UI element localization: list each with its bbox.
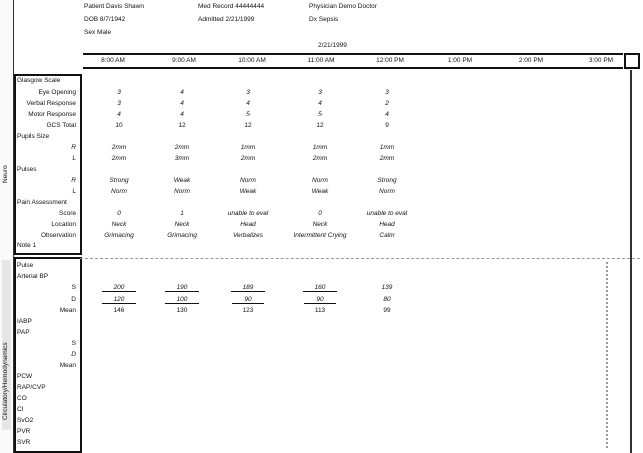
pain-location-value: Head	[240, 221, 256, 228]
pupil-l-value: 3mm	[174, 155, 190, 162]
pulse-l-label: L	[72, 188, 76, 195]
ci-label: CI	[17, 406, 24, 413]
pain-observation-value: Grimacing	[167, 232, 197, 239]
physician: Physician Demo Doctor	[309, 3, 377, 10]
abp-mean-value: 113	[314, 307, 326, 314]
abp-s-value: 200	[87, 284, 151, 292]
pupil-r-value: 1mm	[312, 144, 328, 151]
pain-observation-value: Grimacing	[104, 232, 134, 239]
abp-s-value: 139	[381, 284, 393, 291]
section-separator	[80, 258, 640, 259]
pain-location-value: Neck	[174, 221, 190, 228]
svo2-label: SvO2	[17, 417, 34, 424]
pupil-r-value: 1mm	[379, 144, 395, 151]
pain-location-value: Neck	[111, 221, 127, 228]
time-column-label: 1:00 PM	[447, 57, 473, 64]
pulse-l-value: Norm	[111, 188, 127, 195]
patient-sex: Sex Male	[84, 29, 112, 36]
motor-response-value: 5	[246, 111, 250, 118]
iabp-label: IABP	[17, 318, 32, 325]
pupil-l-value: 2mm	[379, 155, 395, 162]
admitted-date: Admitted 2/21/1999	[198, 16, 255, 23]
pap-label: PAP	[17, 329, 30, 336]
note-label: Note 1	[17, 242, 37, 249]
pupil-r-label: R	[71, 144, 76, 151]
abp-mean-label: Mean	[59, 307, 76, 314]
pain-score-value: 0	[117, 210, 121, 217]
abp-s-label: S	[71, 284, 76, 291]
gcs-total-value: 12	[316, 122, 324, 129]
pulse-r-value: Norm	[240, 177, 256, 184]
eye-opening-value: 3	[117, 89, 121, 96]
eye-opening-value: 3	[385, 89, 389, 96]
pupil-r-value: 2mm	[111, 144, 127, 151]
verbal-response-value: 3	[117, 100, 121, 107]
verbal-response-label: Verbal Response	[26, 100, 76, 107]
pvr-label: PVR	[17, 428, 31, 435]
neuro-section-label	[2, 153, 11, 193]
pain-location-value: Neck	[312, 221, 328, 228]
patient-dob: DOB 8/7/1942	[84, 16, 126, 23]
pain-score-value: unable to eval	[366, 210, 408, 217]
pain-score-value: unable to eval	[227, 210, 269, 217]
pulse-l-value: Weak	[239, 188, 257, 195]
abp-s-value: 190	[150, 284, 214, 292]
pulse-r-value: Weak	[173, 177, 191, 184]
circ-section-label	[2, 260, 11, 430]
neuro-label-text: Neuro	[2, 165, 9, 183]
abp-mean-value: 130	[176, 307, 188, 314]
motor-response-value: 4	[385, 111, 389, 118]
pulse-r-value: Strong	[109, 177, 129, 184]
eye-opening-value: 3	[246, 89, 250, 96]
pupil-r-value: 1mm	[240, 144, 256, 151]
pain-assessment-label: Pain Assessment	[17, 199, 67, 206]
eye-opening-label: Eye Opening	[38, 89, 76, 96]
pcw-label: PCW	[17, 373, 33, 380]
pain-score-value: 1	[180, 210, 184, 217]
gcs-total-label: GCS Total	[46, 122, 76, 129]
motor-response-value: 4	[117, 111, 121, 118]
pupil-r-value: 2mm	[174, 144, 190, 151]
time-column-label: 11:00 AM	[307, 57, 335, 64]
arterial-bp-label: Arterial BP	[17, 273, 49, 280]
time-column-label: 10:00 AM	[238, 57, 266, 64]
pulse-r-label: R	[71, 177, 76, 184]
eye-opening-value: 4	[180, 89, 184, 96]
pupil-l-value: 2mm	[312, 155, 328, 162]
abp-d-value: 90	[288, 296, 352, 304]
diagnosis: Dx Sepsis	[309, 16, 339, 23]
med-record: Med Record 44444444	[198, 3, 265, 10]
motor-response-value: 5	[318, 111, 322, 118]
pap-mean-label: Mean	[59, 362, 76, 369]
abp-d-value: 100	[150, 296, 214, 304]
time-column-label: 3:00 PM	[588, 57, 614, 64]
pupil-l-value: 2mm	[240, 155, 256, 162]
right-border	[630, 70, 632, 453]
time-column-label: 2:00 PM	[518, 57, 544, 64]
pain-observation-value: Calm	[379, 232, 395, 239]
time-column-label: 12:00 PM	[376, 57, 404, 64]
abp-s-value: 189	[216, 284, 280, 292]
pulse-label: Pulse	[17, 262, 34, 269]
pupil-l-label: L	[72, 155, 76, 162]
motor-response-value: 4	[180, 111, 184, 118]
verbal-response-value: 4	[180, 100, 184, 107]
abp-mean-value: 99	[383, 307, 391, 314]
abp-d-value: 120	[87, 296, 151, 304]
pupils-size-label: Pupils Size	[17, 133, 50, 140]
circ-label-text: Circulatory/Hemodynamics	[2, 342, 9, 420]
verbal-response-value: 2	[385, 100, 389, 107]
pain-score-value: 0	[318, 210, 322, 217]
pulse-l-value: Norm	[379, 188, 395, 195]
abp-d-value: 80	[383, 296, 391, 303]
verbal-response-value: 4	[246, 100, 250, 107]
verbal-response-value: 4	[318, 100, 322, 107]
chart-date: 2/21/1999	[318, 42, 347, 49]
abp-d-value: 90	[216, 296, 280, 304]
time-column-label: 9:00 AM	[172, 57, 196, 64]
abp-mean-value: 123	[242, 307, 254, 314]
pain-score-label: Score	[59, 210, 76, 217]
dotted-column-line	[606, 262, 608, 448]
patient-name: Patient Davis Shawn	[84, 3, 144, 10]
pupil-l-value: 2mm	[111, 155, 127, 162]
motor-response-label: Motor Response	[28, 111, 76, 118]
gcs-total-value: 12	[244, 122, 252, 129]
gcs-total-value: 10	[115, 122, 123, 129]
abp-d-label: D	[71, 296, 76, 303]
time-column-label: 8:00 AM	[101, 57, 125, 64]
pulse-l-value: Weak	[311, 188, 329, 195]
pain-location-value: Head	[379, 221, 395, 228]
pulse-r-value: Norm	[312, 177, 328, 184]
pap-s-label: S	[71, 340, 76, 347]
abp-mean-value: 146	[113, 307, 125, 314]
glasgow-scale-label: Glasgow Scale	[17, 77, 61, 84]
abp-s-value: 160	[288, 284, 352, 292]
gcs-total-value: 9	[385, 122, 389, 129]
pulses-label: Pulses	[17, 166, 37, 173]
svr-label: SVR	[17, 439, 31, 446]
pulse-r-value: Strong	[377, 177, 397, 184]
pap-d-label: D	[71, 351, 76, 358]
co-label: CO	[17, 395, 27, 402]
pain-observation-value: Verbalizes	[232, 232, 264, 239]
gcs-total-value: 12	[178, 122, 186, 129]
pain-location-label: Location	[51, 221, 76, 228]
eye-opening-value: 3	[318, 89, 322, 96]
pulse-l-value: Norm	[174, 188, 190, 195]
pain-observation-value: Intermittent Crying	[293, 232, 347, 239]
pain-observation-label: Observation	[40, 232, 76, 239]
rap-cvp-label: RAP/CVP	[17, 384, 46, 391]
